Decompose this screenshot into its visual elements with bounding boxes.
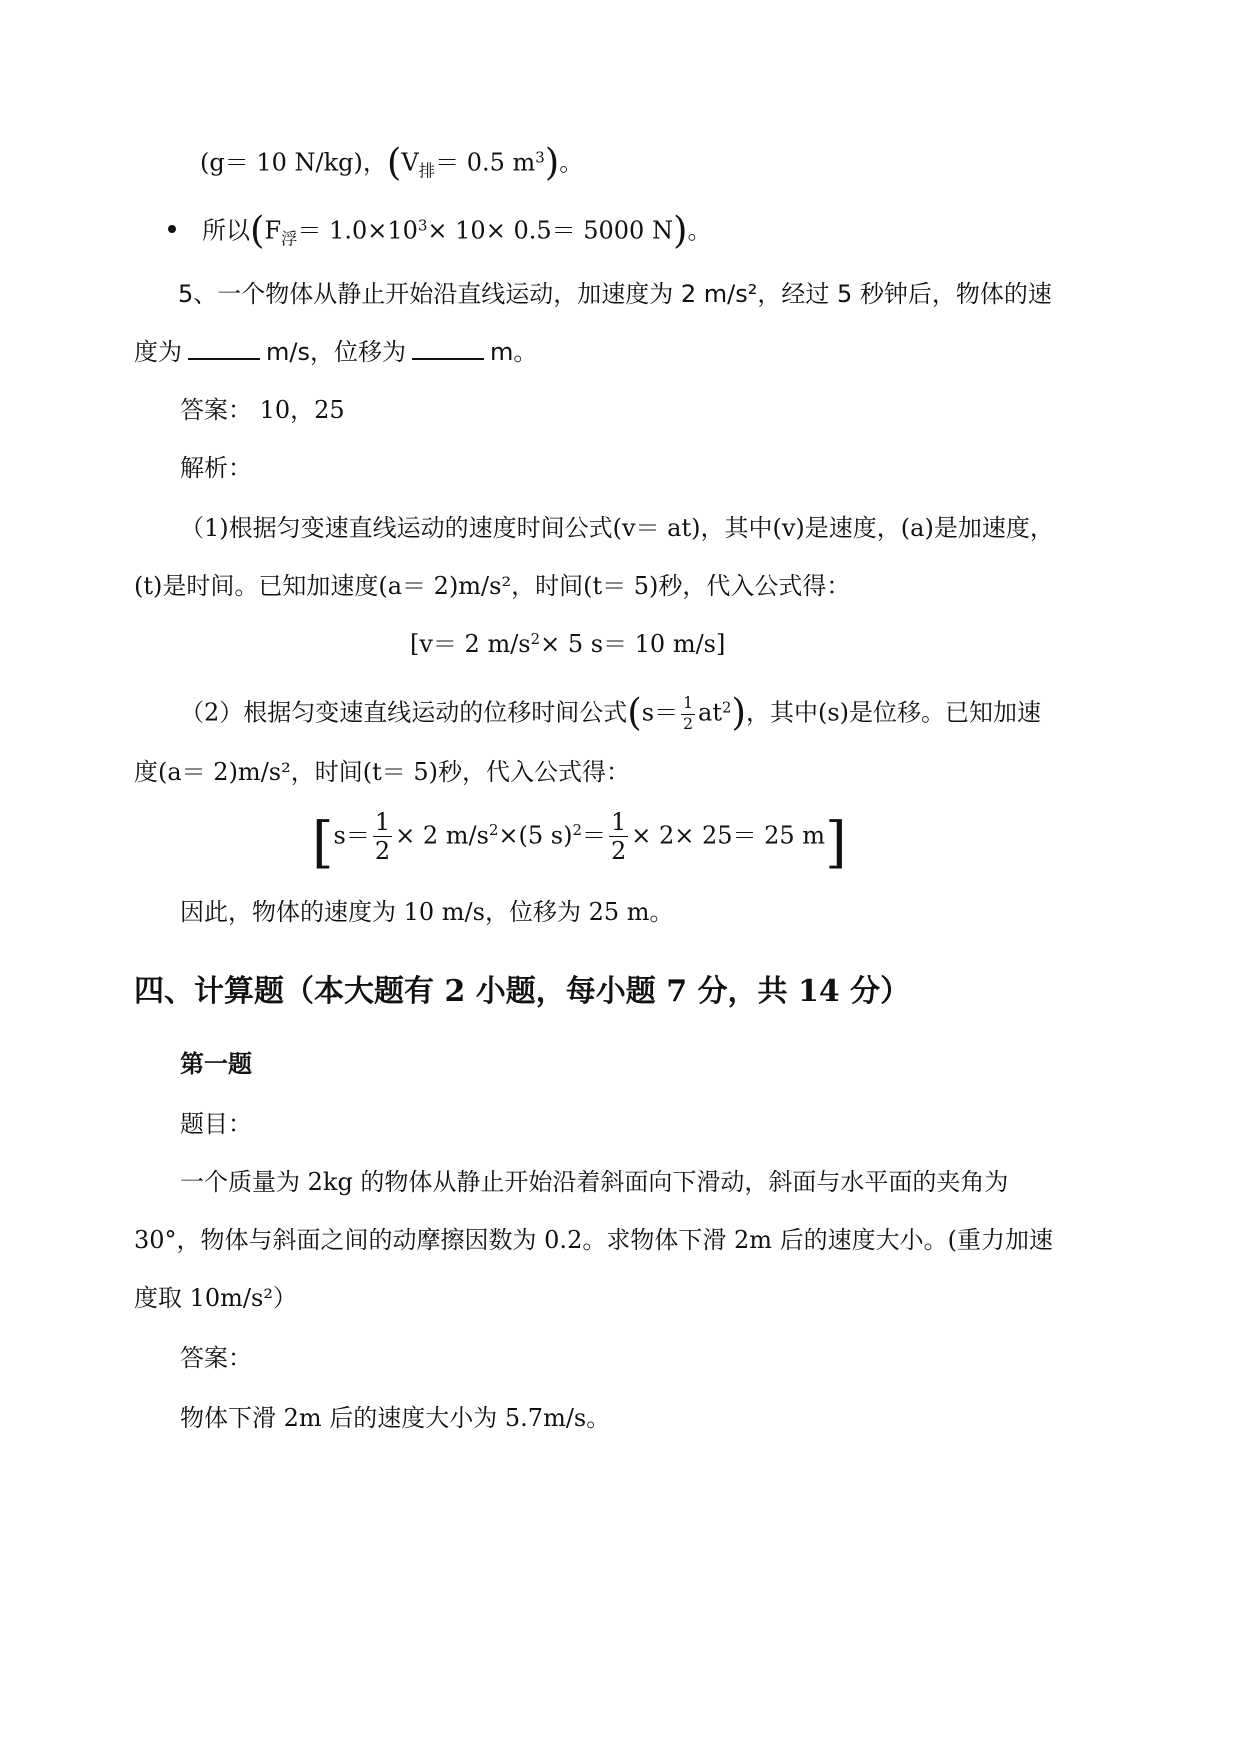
force-symbol: F	[264, 216, 282, 245]
sub-heading: 第一题	[180, 1049, 252, 1078]
section-heading: 四、计算题（本大题有 2 小题，每小题 7 分，共 14 分）	[134, 974, 911, 1009]
velocity-blank	[188, 357, 260, 360]
q5-analysis-p1-line1: （1)根据匀变速直线运动的速度时间公式(v＝ at)，其中(v)是速度，(a)是加速度，	[180, 514, 1054, 542]
volume-exponent: 3	[535, 148, 545, 167]
displacement-equation: [s＝ $\frac{1}{2}$ × 2 $m/s^2\times(5$ s)$^2$＝ $\frac{1}{2}$ × 2× 25＝ 25 m]	[312, 808, 847, 875]
question-label: 题目：	[180, 1110, 252, 1138]
force-subscript: 浮	[281, 229, 298, 249]
q5-analysis-label: 解析：	[180, 454, 252, 482]
q5-conclusion: 因此，物体的速度为 10 m/s，位移为 25 m。	[180, 898, 674, 926]
volume-value: ＝ 0.5 m	[435, 148, 536, 177]
question-line1: 一个质量为 2kg 的物体从静止开始沿着斜面向下滑动，斜面与水平面的夹角为	[180, 1168, 1009, 1196]
q5-analysis-p1-line2: (t)是时间。已知加速度(a＝ 2)m/s²，时间(t＝ 5)秒，代入公式得：	[134, 572, 851, 600]
displacement-blank	[412, 357, 484, 360]
answer-label: 答案：	[180, 1344, 252, 1372]
velocity-equation: [v＝ 2 $m/s^2\times 5$ s＝ 10 m/s]	[410, 629, 726, 658]
half-fraction: $\frac{1}{2}$	[610, 808, 627, 866]
volume-subscript: 排	[418, 161, 436, 181]
gravity-value: (g＝ 10 N/kg)，	[200, 148, 387, 177]
volume-symbol: V	[401, 148, 419, 177]
question-line2: 30°，物体与斜面之间的动摩擦因数为 0.2。求物体下滑 2m 后的速度大小。(重力加速	[134, 1226, 1053, 1254]
buoyancy-result-line: 所以($F_浮= 1.0\times 10^3\times 10\times 0.5= 5000$ N)。	[168, 208, 711, 253]
q5-analysis-p2-line1: （2）根据匀变速直线运动的位移时间公式(s＝ $\frac{1}{2}$ $at^2$)，其中(s)是位移。已知加速	[180, 690, 1042, 734]
half-fraction: $\frac{1}{2}$	[374, 808, 391, 866]
bullet-icon	[168, 225, 176, 233]
given-values-line: (g＝ 10 N/kg)，($V_排= 0.5$ $m^3$)。	[200, 140, 584, 184]
q5-analysis-p2-line2: 度(a＝ 2)m/s²，时间(t＝ 5)秒，代入公式得：	[134, 758, 630, 786]
q5-line2: 度为 m/s，位移为 m。	[134, 338, 538, 366]
answer-text: 物体下滑 2m 后的速度大小为 5.7m/s。	[180, 1404, 611, 1432]
q5-line1: 5、一个物体从静止开始沿直线运动，加速度为 2 m/s²，经过 5 秒钟后，物体的速	[178, 280, 1052, 308]
question-line3: 度取 10m/s²）	[134, 1284, 297, 1312]
q5-answer: 答案： 10，25	[180, 396, 345, 424]
half-fraction: $\frac{1}{2}$	[683, 693, 694, 733]
